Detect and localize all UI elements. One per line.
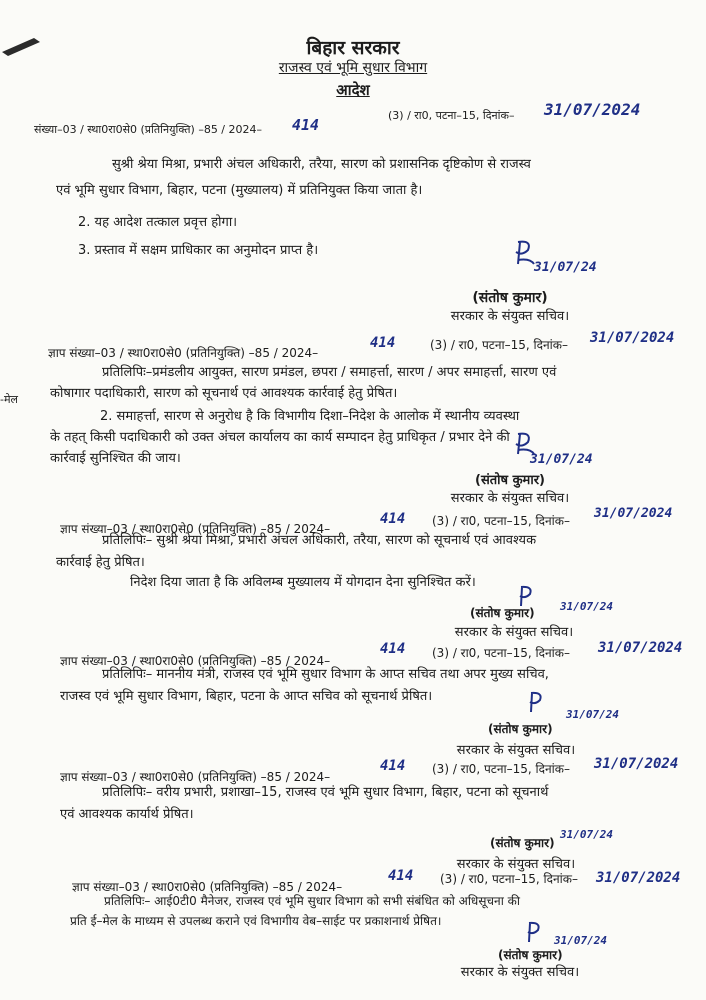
signatory-name: (संतोष कुमार) <box>490 836 555 850</box>
government-name: बिहार सरकार <box>306 37 400 59</box>
memo1-line3: 2. समाहर्त्ता, सारण से अनुरोध है कि विभागीय दिशा–निदेश के आलोक में स्थानीय व्यवस्था <box>100 409 520 424</box>
memo1-line4: के तहत् किसी पदाधिकारी को उक्त अंचल कार्यालय का कार्य सम्पादन हेतु प्राधिकृत / प्रभार देने की <box>50 430 510 445</box>
memo1-line5: कार्रवाई सुनिश्चित की जाय। <box>50 451 181 466</box>
department-name: राजस्व एवं भूमि सुधार विभाग <box>278 60 428 76</box>
memo4-sign-date: 31/07/24 <box>560 828 613 841</box>
signatory-name: (संतोष कुमार) <box>475 473 545 488</box>
memo2-sign-date: 31/07/24 <box>560 600 613 613</box>
memo5-ref-right: (3) / रा0, पटना–15, दिनांक– <box>440 872 578 886</box>
signature-initial-icon <box>524 920 544 944</box>
memo2-line2: कार्रवाई हेतु प्रेषित। <box>56 555 145 570</box>
memo4-ref-right: (3) / रा0, पटना–15, दिनांक– <box>432 762 570 776</box>
memo1-ref-left: ज्ञाप संख्या–03 / स्था0रा0से0 (प्रतिनियुक्ति) –85 / 2024– <box>48 346 319 360</box>
memo1-sign-date: 31/07/24 <box>530 452 593 467</box>
signatory-designation: सरकार के संयुक्त सचिव। <box>450 491 570 506</box>
memo1-line1: प्रतिलिपिः–प्रमंडलीय आयुक्त, सारण प्रमंडल, छपरा / समाहर्त्ता, सारण / अपर समाहर्त्ता, सारण एवं <box>102 365 557 380</box>
memo5-date: 31/07/2024 <box>596 870 681 886</box>
memo4-ref-left: ज्ञाप संख्या–03 / स्था0रा0से0 (प्रतिनियुक्ति) –85 / 2024– <box>60 770 331 784</box>
memo3-line1: प्रतिलिपिः– माननीय मंत्री, राजस्व एवं भूमि सुधार विभाग के आप्त सचिव तथा अपर मुख्य सचिव, <box>102 667 549 682</box>
order-ref-right: (3) / रा0, पटना–15, दिनांक– <box>388 109 515 122</box>
signatory-designation: सरकार के संयुक्त सचिव। <box>460 965 580 980</box>
memo2-date: 31/07/2024 <box>594 506 673 521</box>
order-para1-line2: एवं भूमि सुधार विभाग, बिहार, पटना (मुख्यालय) में प्रतिनियुक्त किया जाता है। <box>56 183 423 198</box>
signatory-designation: सरकार के संयुक्त सचिव। <box>450 309 570 324</box>
memo4-date: 31/07/2024 <box>594 756 679 772</box>
memo4-line1: प्रतिलिपिः– वरीय प्रभारी, प्रशाखा–15, राजस्व एवं भूमि सुधार विभाग, बिहार, पटना को सूचनार्थ <box>102 785 549 800</box>
memo3-ref-right: (3) / रा0, पटना–15, दिनांक– <box>432 646 570 660</box>
memo3-ref-left: ज्ञाप संख्या–03 / स्था0रा0से0 (प्रतिनियुक्ति) –85 / 2024– <box>60 654 331 668</box>
pen-mark-icon <box>0 30 44 60</box>
signatory-designation: सरकार के संयुक्त सचिव। <box>456 857 576 872</box>
memo5-line2: प्रति ई–मेल के माध्यम से उपलब्ध कराने एवं विभागीय वेब–साईट पर प्रकाशनार्थ प्रेषित। <box>70 914 442 928</box>
signatory-designation: सरकार के संयुक्त सचिव। <box>456 743 576 758</box>
memo5-ref-number: 414 <box>388 868 414 884</box>
memo1-date: 31/07/2024 <box>590 330 675 346</box>
memo4-ref-number: 414 <box>380 758 406 774</box>
memo3-sign-date: 31/07/24 <box>566 708 619 721</box>
order-ref-number: 414 <box>292 116 320 134</box>
order-sign-date: 31/07/24 <box>534 260 597 275</box>
memo2-line1: प्रतिलिपिः– सुश्री श्रेया मिश्रा, प्रभारी अंचल अधिकारी, तरैया, सारण को सूचनार्थ एवं आवश्यक <box>102 533 537 548</box>
memo2-ref-right: (3) / रा0, पटना–15, दिनांक– <box>432 514 570 528</box>
order-para2: 2. यह आदेश तत्काल प्रवृत्त होगा। <box>78 215 238 230</box>
memo5-ref-left: ज्ञाप संख्या–03 / स्था0रा0से0 (प्रतिनियुक्ति) –85 / 2024– <box>72 880 343 894</box>
memo4-line2: एवं आवश्यक कार्यार्थ प्रेषित। <box>60 807 194 822</box>
memo3-line2: राजस्व एवं भूमि सुधार विभाग, बिहार, पटना के आप्त सचिव को सूचनार्थ प्रेषित। <box>60 689 433 704</box>
memo1-ref-right: (3) / रा0, पटना–15, दिनांक– <box>430 338 568 352</box>
memo5-line1: प्रतिलिपिः– आई0टी0 मैनेजर, राजस्व एवं भूमि सुधार विभाग को सभी संबंधित को अधिसूचना की <box>104 894 520 908</box>
order-date: 31/07/2024 <box>544 100 641 119</box>
signature-initial-icon <box>526 690 546 716</box>
order-ref-left: संख्या–03 / स्था0रा0से0 (प्रतिनियुक्ति) –85 / 2024– <box>34 123 263 136</box>
memo2-ref-left: ज्ञाप संख्या–03 / स्था0रा0से0 (प्रतिनियुक्ति) –85 / 2024– <box>60 522 331 536</box>
memo3-date: 31/07/2024 <box>598 640 683 656</box>
signatory-name: (संतोष कुमार) <box>498 948 563 962</box>
memo1-line2: कोषागार पदाधिकारी, सारण को सूचनार्थ एवं आवश्यक कार्रवाई हेतु प्रेषित। <box>50 386 398 401</box>
order-para3: 3. प्रस्ताव में सक्षम प्राधिकार का अनुमोदन प्राप्त है। <box>78 243 319 258</box>
margin-text: -मेल <box>0 393 19 406</box>
order-para1-line1: सुश्री श्रेया मिश्रा, प्रभारी अंचल अधिकारी, तरैया, सारण को प्रशासनिक दृष्टिकोण से राजस्व <box>112 157 531 172</box>
memo2-line3: निदेश दिया जाता है कि अविलम्ब मुख्यालय में योगदान देना सुनिश्चित करें। <box>130 575 476 590</box>
signatory-name: (संतोष कुमार) <box>488 722 553 736</box>
signatory-name: (संतोष कुमार) <box>472 290 548 306</box>
memo5-sign-date: 31/07/24 <box>554 934 607 947</box>
memo2-ref-number: 414 <box>380 511 406 527</box>
memo3-ref-number: 414 <box>380 641 406 657</box>
signatory-designation: सरकार के संयुक्त सचिव। <box>454 625 574 640</box>
order-title: आदेश <box>336 81 370 99</box>
signatory-name: (संतोष कुमार) <box>470 606 535 620</box>
memo1-ref-number: 414 <box>370 335 396 351</box>
